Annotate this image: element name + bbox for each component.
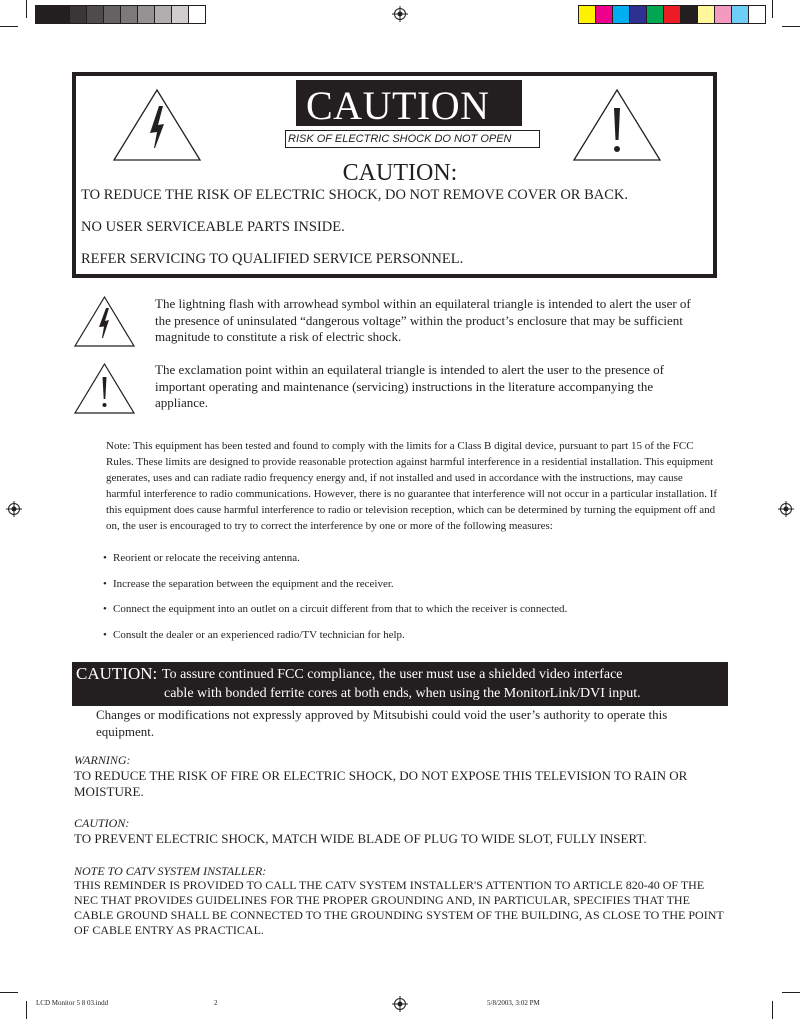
list-item: • Consult the dealer or an experienced radio/TV technician for help. bbox=[103, 629, 405, 641]
color-swatch bbox=[749, 6, 765, 23]
catv-text: THIS REMINDER IS PROVIDED TO CALL THE CATV SYSTEM INSTALLER'S ATTENTION TO ARTICLE 820-40 OF THE NEC THAT PROVIDES GUIDELINES FOR THE PROPER GROUNDING AND, IN PARTICULAR, SPECIFIES THAT THE CABLE GROUND SHALL BE CONNECTED TO THE GROUNDING SYSTEM OF THE BUILDING, AS CLOSE TO THE POINT OF CABLE ENTRY AS PRACTICAL. bbox=[74, 878, 724, 937]
color-swatch bbox=[613, 6, 630, 23]
caution-banner: CAUTION bbox=[296, 80, 522, 126]
cmyk-color-bar bbox=[578, 5, 766, 24]
plug-caution-text: TO PREVENT ELECTRIC SHOCK, MATCH WIDE BLADE OF PLUG TO WIDE SLOT, FULLY INSERT. bbox=[74, 831, 647, 846]
gray-swatch bbox=[121, 6, 138, 23]
list-item: • Connect the equipment into an outlet on a circuit different from that to which the receiver is connected. bbox=[103, 603, 568, 615]
grayscale-color-bar bbox=[35, 5, 206, 24]
crop-mark bbox=[782, 26, 800, 27]
fcc-note: Note: This equipment has been tested and found to comply with the limits for a Class B digital device, pursuant to part 15 of the FCC Rules. These limits are designed to provide reasonable protection against harmful interference in a residential installation. This equipment generates, uses and can radiate radio frequency energy and, if not installed and used in accordance with the instructions, may cause harmful interference to radio communications. However, there is no guarantee that interference will not occur in a particular installation. If this equipment does cause harmful interference to radio or television reception, which can be determined by turning the equipment off and on, the user is encouraged to try to correct the interference by one or more of the following measures: bbox=[106, 440, 718, 532]
gray-swatch bbox=[172, 6, 189, 23]
risk-of-shock-label: RISK OF ELECTRIC SHOCK DO NOT OPEN bbox=[285, 130, 540, 148]
plug-caution-label: CAUTION: bbox=[74, 816, 130, 830]
fcc-caution-line2: cable with bonded ferrite cores at both ends, when using the MonitorLink/DVI input. bbox=[164, 686, 641, 701]
gray-swatch bbox=[53, 6, 70, 23]
color-swatch bbox=[664, 6, 681, 23]
fcc-caution-line1: To assure continued FCC compliance, the user must use a shielded video interface bbox=[162, 667, 623, 682]
crop-mark bbox=[0, 992, 18, 993]
crop-mark bbox=[26, 0, 27, 18]
bullet-text: Reorient or relocate the receiving antenna. bbox=[113, 552, 300, 564]
color-swatch bbox=[732, 6, 749, 23]
gray-swatch bbox=[36, 6, 53, 23]
exclamation-warning-icon bbox=[572, 88, 662, 162]
gray-swatch bbox=[189, 6, 205, 23]
gray-swatch bbox=[155, 6, 172, 23]
crop-mark bbox=[782, 992, 800, 993]
bullet-text: Consult the dealer or an experienced radio/TV technician for help. bbox=[113, 629, 405, 641]
changes-notice: Changes or modifications not expressly approved by Mitsubishi could void the user’s authority to operate this equipment. bbox=[96, 707, 668, 739]
gray-swatch bbox=[87, 6, 104, 23]
color-swatch bbox=[579, 6, 596, 23]
warning-text: TO REDUCE THE RISK OF FIRE OR ELECTRIC SHOCK, DO NOT EXPOSE THIS TELEVISION TO RAIN OR MOISTURE. bbox=[74, 768, 688, 799]
fcc-caution-title: CAUTION: bbox=[76, 664, 158, 683]
footer-page-number: 2 bbox=[214, 999, 218, 1007]
registration-mark-icon bbox=[392, 6, 408, 22]
bullet-text: Increase the separation between the equipment and the receiver. bbox=[113, 578, 394, 590]
caution-line-cover: TO REDUCE THE RISK OF ELECTRIC SHOCK, DO NOT REMOVE COVER OR BACK. bbox=[81, 187, 629, 203]
crop-mark bbox=[772, 1001, 773, 1019]
gray-swatch bbox=[138, 6, 155, 23]
caution-line-servicing: REFER SERVICING TO QUALIFIED SERVICE PERSONNEL. bbox=[81, 251, 464, 267]
catv-label: NOTE TO CATV SYSTEM INSTALLER: bbox=[74, 864, 267, 878]
exclamation-symbol-description: The exclamation point within an equilateral triangle is intended to alert the user to the presence of important operating and maintenance (servicing) instructions in the literature accompanying the appliance. bbox=[155, 362, 664, 410]
gray-swatch bbox=[70, 6, 87, 23]
footer-filename: LCD Monitor 5 8 03.indd bbox=[36, 999, 109, 1007]
list-item: • Reorient or relocate the receiving antenna. bbox=[103, 552, 300, 564]
fcc-caution-bar bbox=[72, 662, 728, 706]
color-swatch bbox=[630, 6, 647, 23]
color-swatch bbox=[698, 6, 715, 23]
caution-line-parts: NO USER SERVICEABLE PARTS INSIDE. bbox=[81, 219, 345, 235]
color-swatch bbox=[715, 6, 732, 23]
crop-mark bbox=[26, 1001, 27, 1019]
crop-mark bbox=[0, 26, 18, 27]
list-item: • Increase the separation between the equipment and the receiver. bbox=[103, 578, 394, 590]
caution-heading: CAUTION: bbox=[342, 160, 458, 186]
gray-swatch bbox=[104, 6, 121, 23]
lightning-warning-icon bbox=[73, 295, 136, 348]
crop-mark bbox=[772, 0, 773, 18]
exclamation-warning-icon bbox=[73, 362, 136, 415]
warning-label: WARNING: bbox=[74, 753, 131, 767]
color-swatch bbox=[596, 6, 613, 23]
registration-mark-icon bbox=[6, 501, 22, 517]
registration-mark-icon bbox=[778, 501, 794, 517]
color-swatch bbox=[681, 6, 698, 23]
lightning-symbol-description: The lightning flash with arrowhead symbol within an equilateral triangle is intended to alert the user of the presence of uninsulated “dangerous voltage” within the product’s enclosure that may be sufficient magnitude to constitute a risk of electric shock. bbox=[155, 296, 691, 344]
bullet-text: Connect the equipment into an outlet on a circuit different from that to which the receiver is connected. bbox=[113, 603, 568, 615]
footer-date: 5/8/2003, 3:02 PM bbox=[487, 999, 540, 1007]
color-swatch bbox=[647, 6, 664, 23]
registration-mark-icon bbox=[392, 996, 408, 1012]
lightning-warning-icon bbox=[112, 88, 202, 162]
